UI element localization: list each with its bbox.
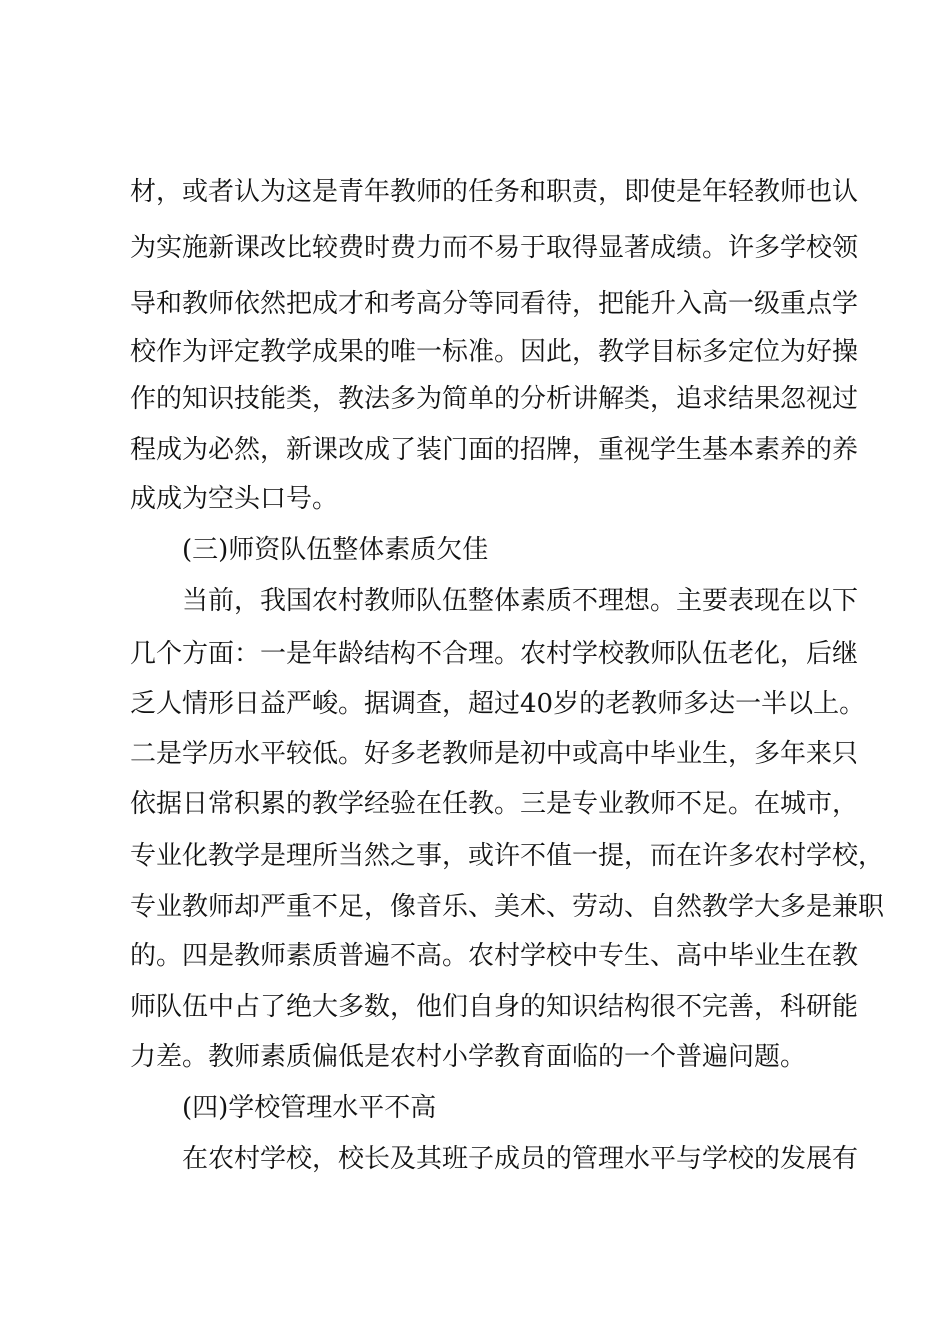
paragraph-line: 师队伍中占了绝大多数，他们自身的知识结构很不完善，科研能: [130, 992, 859, 1022]
paragraph-line: 成成为空头口号。: [130, 484, 339, 514]
section-heading: (三)师资队伍整体素质欠佳: [182, 535, 489, 565]
paragraph-line: 的。四是教师素质普遍不高。农村学校中专生、高中毕业生在教: [130, 941, 859, 971]
paragraph-line: 校作为评定教学成果的唯一标准。因此，教学目标多定位为好操: [130, 337, 859, 367]
paragraph-line: 专业化教学是理所当然之事，或许不值一提，而在许多农村学校，: [130, 841, 885, 871]
paragraph-line: 当前，我国农村教师队伍整体素质不理想。主要表现在以下: [182, 586, 859, 616]
paragraph-line: 乏人情形日益严峻。据调查，超过40岁的老教师多达一半以上。: [130, 689, 866, 719]
paragraph-line: 二是学历水平较低。好多老教师是初中或高中毕业生，多年来只: [130, 739, 859, 769]
paragraph-line: 材，或者认为这是青年教师的任务和职责，即使是年轻教师也认: [130, 177, 859, 207]
paragraph-line: 依据日常积累的教学经验在任教。三是专业教师不足。在城市，: [130, 789, 859, 819]
paragraph-line: 几个方面：一是年龄结构不合理。农村学校教师队伍老化，后继: [130, 639, 859, 669]
paragraph-line: 程成为必然，新课改成了装门面的招牌，重视学生基本素养的养: [130, 435, 859, 465]
paragraph-line: 作的知识技能类，教法多为简单的分析讲解类，追求结果忽视过: [130, 384, 859, 414]
paragraph-line: 专业教师却严重不足，像音乐、美术、劳动、自然教学大多是兼职: [130, 892, 885, 922]
paragraph-line: 导和教师依然把成才和考高分等同看待，把能升入高一级重点学: [130, 289, 859, 319]
paragraph-line: 力差。教师素质偏低是农村小学教育面临的一个普遍问题。: [130, 1042, 807, 1072]
section-heading: (四)学校管理水平不高: [182, 1093, 437, 1123]
paragraph-line: 为实施新课改比较费时费力而不易于取得显著成绩。许多学校领: [130, 233, 859, 263]
paragraph-line: 在农村学校，校长及其班子成员的管理水平与学校的发展有: [182, 1144, 859, 1174]
